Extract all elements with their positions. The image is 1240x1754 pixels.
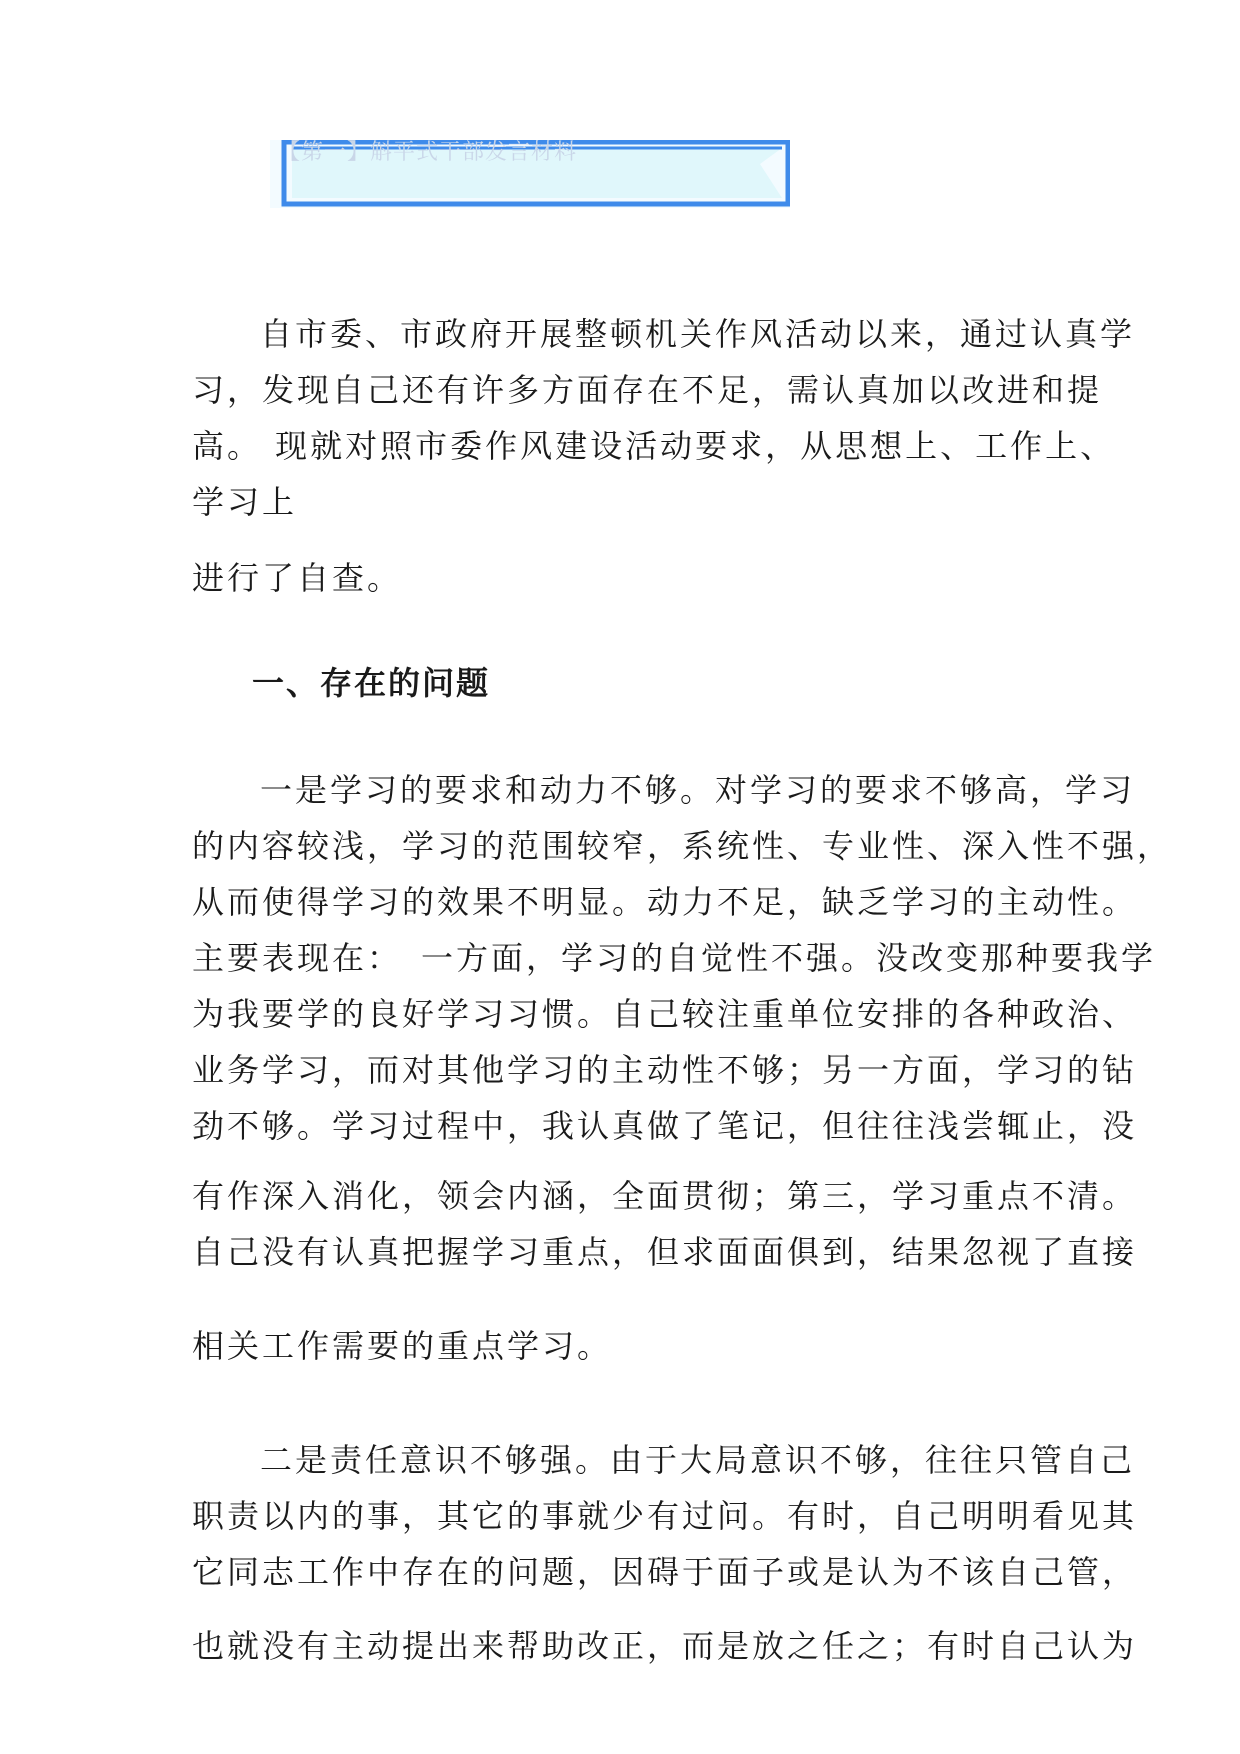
text-line: 也就没有主动提出来帮助改正，而是放之任之；有时自己认为 [192, 1627, 1138, 1665]
problem-one-tail [192, 1318, 1072, 1374]
text-line: 自己没有认真把握学习重点，但求面面俱到，结果忽视了直接 [192, 1233, 1138, 1271]
text-line: 的内容较浅，学习的范围较窄，系统性、专业性、深入性不强， [192, 827, 1173, 865]
problem-two-paragraph [192, 1432, 1138, 1600]
text-line: 习，发现自己还有许多方面存在不足，需认真加以改进和提 [192, 371, 1103, 409]
text-line: 进行了自查。 [192, 559, 403, 597]
banner-title: 【第一】斛平式干部发言材料 [278, 140, 578, 165]
title-banner [270, 140, 790, 208]
intro-tail [192, 550, 1072, 606]
text-line: 有作深入消化，领会内涵，全面贯彻；第三，学习重点不清。 [192, 1177, 1138, 1215]
text-line: 它同志工作中存在的问题，因碍于面子或是认为不该自己管， [192, 1553, 1138, 1591]
problem-one-continued [192, 1168, 1138, 1280]
text-line: 自市委、市政府开展整顿机关作风活动以来，通过认真学 [260, 315, 1136, 353]
text-line: 为我要学的良好学习习惯。自己较注重单位安排的各种政治、 [192, 995, 1138, 1033]
text-line: 从而使得学习的效果不明显。动力不足，缺乏学习的主动性。 [192, 883, 1138, 921]
text-line: 一是学习的要求和动力不够。对学习的要求不够高，学习 [260, 771, 1136, 809]
text-line: 劲不够。学习过程中，我认真做了笔记，但往往浅尝辄止，没 [192, 1107, 1138, 1145]
problem-two-continued [192, 1618, 1138, 1674]
text-line: 业务学习，而对其他学习的主动性不够；另一方面，学习的钻 [192, 1051, 1138, 1089]
section-heading: 一、存在的问题 [252, 664, 491, 702]
text-line: 相关工作需要的重点学习。 [192, 1327, 613, 1365]
intro-paragraph [192, 306, 1136, 530]
text-line: 高。 现就对照市委作风建设活动要求，从思想上、工作上、 [192, 427, 1116, 465]
text-line: 二是责任意识不够强。由于大局意识不够，往往只管自己 [260, 1441, 1136, 1479]
text-line: 职责以内的事，其它的事就少有过问。有时，自己明明看见其 [192, 1497, 1138, 1535]
text-line: 学习上 [192, 483, 298, 521]
text-line: 主要表现在： 一方面，学习的自觉性不强。没改变那种要我学 [192, 939, 1157, 977]
problem-one-paragraph [192, 762, 1173, 1154]
